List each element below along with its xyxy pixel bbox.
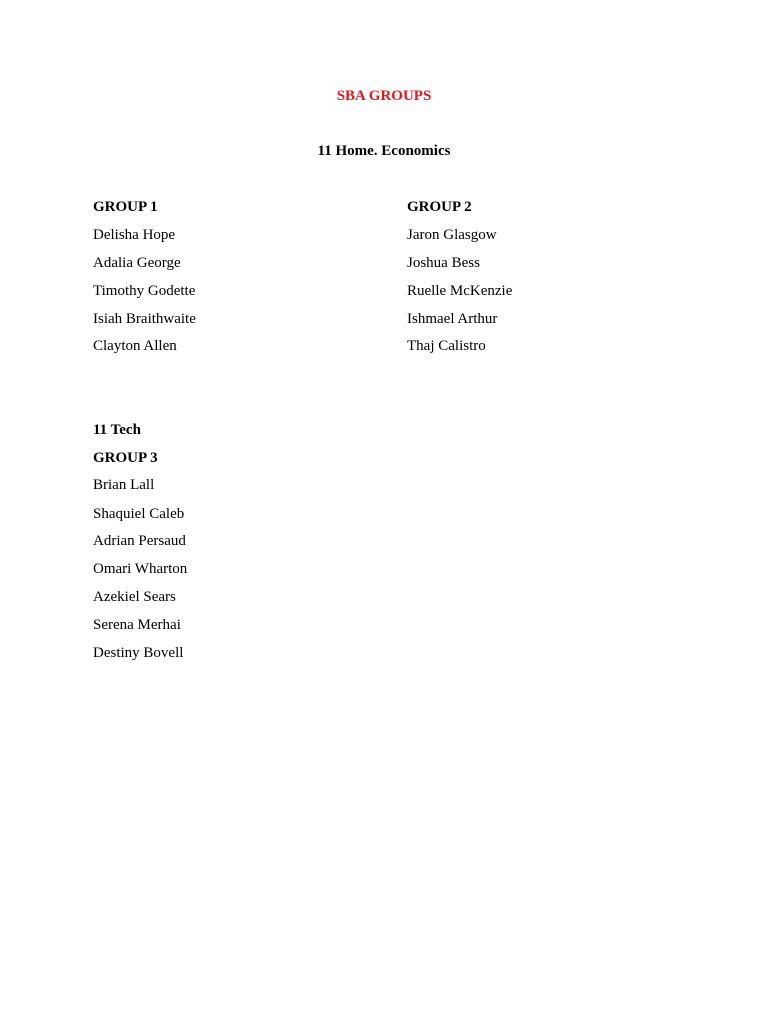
group-3-member: Azekiel Sears	[93, 589, 176, 605]
group-3-heading: GROUP 3	[93, 450, 158, 466]
group-1-member: Delisha Hope	[93, 227, 176, 243]
group-2-heading: GROUP 2	[407, 199, 472, 215]
group-3-member: Omari Wharton	[93, 561, 188, 577]
section-heading-home-economics: 11 Home. Economics	[317, 143, 451, 159]
group-1-member: Adalia George	[93, 255, 181, 271]
group-3-member: Brian Lall	[93, 477, 155, 493]
group-3-member: Destiny Bovell	[93, 645, 184, 661]
section-heading-tech: 11 Tech	[93, 422, 141, 438]
group-2-member: Ruelle McKenzie	[407, 283, 513, 299]
group-2-member: Joshua Bess	[407, 255, 480, 271]
group-2-member: Jaron Glasgow	[407, 227, 497, 243]
group-2-member: Thaj Calistro	[407, 338, 486, 354]
group-3-member: Adrian Persaud	[93, 533, 186, 549]
group-3-member: Serena Merhai	[93, 617, 181, 633]
group-2-member: Ishmael Arthur	[407, 311, 498, 327]
group-1-heading: GROUP 1	[93, 199, 158, 215]
group-3-member: Shaquiel Caleb	[93, 506, 185, 522]
group-1-member: Timothy Godette	[93, 283, 196, 299]
group-1-member: Isiah Braithwaite	[93, 311, 196, 327]
group-1-member: Clayton Allen	[93, 338, 177, 354]
document-title: SBA GROUPS	[336, 88, 432, 104]
